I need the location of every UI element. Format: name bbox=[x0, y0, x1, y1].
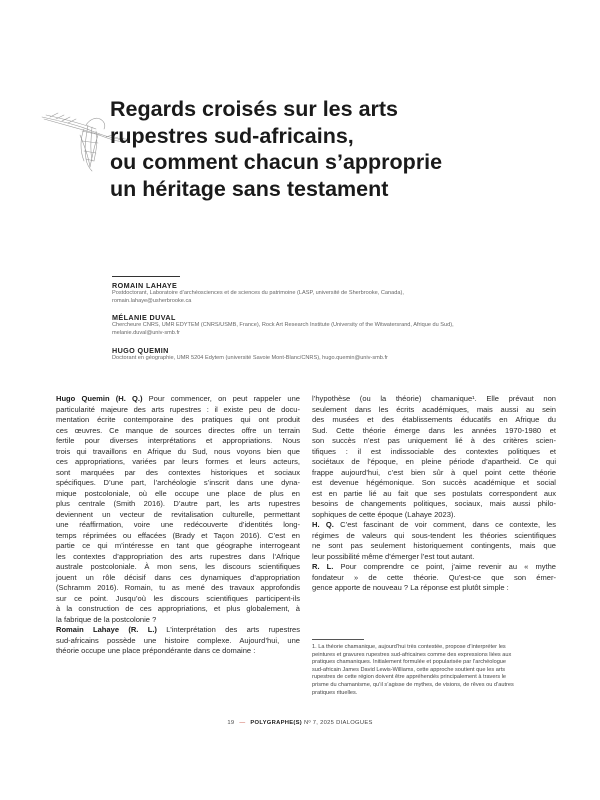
body-line bbox=[312, 520, 556, 531]
page-number: 19 bbox=[227, 720, 235, 726]
title-line: ou comment chacun s’approprie bbox=[110, 150, 443, 175]
speaker-label: R. L. bbox=[312, 562, 334, 571]
body-column-left bbox=[56, 394, 300, 657]
body-column-right bbox=[312, 394, 556, 594]
line-text: besoins de changements politiques, sociaux, mais aussi philo- bbox=[312, 499, 556, 508]
body-line bbox=[312, 415, 556, 426]
footnote-line: 1. La théorie chamanique, aujourd’hui très contestée, propose d’interpréter les bbox=[312, 644, 506, 650]
affiliation-line: Postdoctorant, Laboratoire d’archéosciences et de sciences du patrimoine (LASP, université de Sherbrooke, Canada), bbox=[112, 290, 404, 297]
body-line bbox=[56, 436, 300, 447]
line-text: leur possibilité même d’émerger l’est tout autant. bbox=[312, 551, 475, 561]
body-line bbox=[312, 583, 556, 594]
body-line bbox=[56, 531, 300, 542]
speaker-label: H. Q. bbox=[312, 520, 334, 529]
body-line bbox=[56, 478, 300, 489]
author-block bbox=[112, 346, 552, 363]
speaker-label: Hugo Quemin (H. Q.) bbox=[56, 394, 143, 403]
body-line bbox=[56, 447, 300, 458]
line-text: Pour comprendre ce point, j’aime revenir au « mythe bbox=[333, 562, 556, 571]
line-text: est devenue hégémonique. Son succès académique et social bbox=[312, 478, 556, 487]
section-name: DIALOGUES bbox=[336, 720, 373, 726]
body-line bbox=[312, 489, 556, 500]
title-line: rupestres sud-africains, bbox=[110, 123, 354, 148]
body-line bbox=[56, 405, 300, 416]
line-text: jouent un rôle décisif dans ces dynamiques d’appropriation bbox=[56, 572, 300, 582]
line-text: sont marquées par des contextes historiques et sociaux bbox=[56, 467, 300, 477]
line-text: trois qui travaillons en Afrique du Sud, nous voyons bien que bbox=[56, 446, 300, 456]
body-line bbox=[56, 636, 300, 647]
title-line: Regards croisés sur les arts bbox=[110, 97, 399, 121]
body-line bbox=[312, 562, 556, 573]
body-line bbox=[56, 552, 300, 563]
line-text: sociétaux de l’époque, en pleine période d’apartheid. Ce qui bbox=[312, 457, 556, 466]
body-line bbox=[56, 520, 300, 531]
body-line bbox=[56, 604, 300, 615]
line-text: des musées et des établissements éducatifs en Afrique du bbox=[312, 415, 556, 424]
line-text: tifiques : il est indissociable des contextes politiques et bbox=[312, 446, 556, 456]
body-line bbox=[312, 573, 556, 584]
author-name: MÉLANIE DUVAL bbox=[112, 313, 176, 323]
line-text: gence apporte de nouveau ? La réponse est plutôt simple : bbox=[312, 583, 509, 592]
line-text: l’hypothèse (ou la théorie) chamanique¹. Elle prévaut non bbox=[312, 394, 556, 403]
line-text: ne sont pas seulement historiquement contingents, mais que bbox=[312, 541, 556, 550]
affiliation-line: Chercheure CNRS, UMR EDYTEM (CNRS/USMB, France), Rock Art Research Institute (University of the Witwatersrand, Afrique du Sud), bbox=[112, 322, 454, 329]
line-text: théorie occupe une place prépondérante dans ce domaine : bbox=[56, 646, 256, 655]
line-text: Sud. Cette théorie émerge dans les années 1970-1980 et bbox=[312, 425, 556, 435]
line-text: son succès n’est pas uniquement lié à des critères scien- bbox=[312, 436, 556, 445]
footnote-line: prisme du chamanisme, qu’il s’agisse de mythes, de visions, de rêves ou d’autres bbox=[312, 681, 514, 688]
body-line bbox=[56, 468, 300, 479]
title-line: un héritage sans testament bbox=[110, 176, 389, 201]
line-text: plus centrale (Smith 2016). D’autre part, les arts rupestres bbox=[56, 499, 300, 508]
footer-separator: — bbox=[239, 720, 246, 726]
author-block bbox=[112, 276, 552, 305]
footnote-line: pratiques rituelles. bbox=[312, 689, 358, 696]
author-affiliation bbox=[112, 290, 552, 305]
body-line bbox=[56, 625, 300, 636]
author-affiliation bbox=[112, 355, 552, 363]
line-text: frappe aujourd’hui, c’est bien sûr à quel point cette théorie bbox=[312, 467, 556, 477]
line-text: Pour commencer, on peut rappeler une bbox=[142, 394, 300, 403]
body-line bbox=[312, 552, 556, 563]
footnote bbox=[312, 644, 556, 697]
line-text: à la construction de ces appropriations, et plus globalement, à bbox=[56, 604, 300, 613]
line-text: C’est fascinant de voir comment, dans ce contexte, les bbox=[333, 520, 556, 529]
affiliation-line: Doctorant en géographie, UMR 5204 Edytem (université Savoie Mont-Blanc/CNRS), hugo.quemin@univ-smb.fr bbox=[112, 354, 388, 361]
line-text: temps réprimées ou effacées (Brady et Taçon 2016). C’est en bbox=[56, 530, 300, 540]
body-line bbox=[56, 594, 300, 605]
body-line bbox=[312, 457, 556, 468]
journal-issue: Nº 7, 2025 bbox=[303, 720, 335, 726]
article-title bbox=[110, 96, 530, 202]
journal-name: POLYGRAPHE(S) bbox=[250, 720, 303, 726]
line-text: deviennent un vecteur de revitalisation culturelle, permettant bbox=[56, 509, 300, 519]
body-line bbox=[312, 499, 556, 510]
author-name: ROMAIN LAHAYE bbox=[112, 281, 178, 291]
line-text: sud-africains possède une histoire complexe. Aujourd’hui, une bbox=[56, 635, 300, 645]
footnote-line: sud-africain James David Lewis-Williams, cette approche soutient que les arts bbox=[312, 666, 506, 673]
body-line bbox=[56, 394, 300, 405]
line-text: (Schramm 2016). Romain, tu as mené des travaux approfondis bbox=[56, 583, 300, 592]
line-text: régimes de valeurs qui sous-tendent les théories scientifiques bbox=[312, 530, 556, 540]
line-text: ces appropriations, variées par leurs formes et leurs acteurs, bbox=[56, 457, 300, 466]
body-line bbox=[312, 468, 556, 479]
speaker-label: Romain Lahaye (R. L.) bbox=[56, 625, 157, 634]
line-text: L’interprétation des arts rupestres bbox=[156, 625, 300, 634]
body-line bbox=[312, 426, 556, 437]
line-text: spécifiques. D’une part, l’archéologie s’inscrit dans une dyna- bbox=[56, 478, 300, 487]
body-line bbox=[56, 562, 300, 573]
footnote-line: peintures et gravures rupestres sud-africaines comme des expressions liées aux bbox=[312, 651, 512, 658]
line-text: particularité majeure des arts rupestres : il existe peu de docu- bbox=[56, 404, 300, 414]
footnote-rule bbox=[312, 639, 364, 640]
line-text: fertile pour diverses interprétations et appropriations. Nous bbox=[56, 436, 300, 445]
page-footer bbox=[0, 720, 600, 726]
footnote-line: pratiques chamaniques. Initialement formulée et popularisée par l’archéologue bbox=[312, 659, 507, 666]
body-line bbox=[56, 615, 300, 626]
body-line bbox=[56, 489, 300, 500]
line-text: est en partie lié au fait que ses postulats correspondent aux bbox=[312, 488, 556, 498]
body-line bbox=[56, 646, 300, 657]
author-list bbox=[112, 276, 552, 370]
body-line bbox=[312, 541, 556, 552]
body-line bbox=[312, 405, 556, 416]
body-line bbox=[312, 447, 556, 458]
line-text: fondateur » de cette théorie. Qu’est-ce que son émer- bbox=[312, 572, 556, 582]
author-rule bbox=[112, 276, 180, 277]
body-line bbox=[56, 583, 300, 594]
author-email[interactable]: romain.lahaye@usherbrooke.ca bbox=[112, 297, 192, 304]
line-text: seulement dans les écrits académiques, mais aussi au sein bbox=[312, 404, 556, 414]
author-email[interactable]: melanie.duval@univ-smb.fr bbox=[112, 329, 180, 336]
line-text: mique postcoloniale, où elle occupe une place de plus en bbox=[56, 488, 300, 498]
body-line bbox=[56, 499, 300, 510]
author-name: HUGO QUEMIN bbox=[112, 345, 169, 355]
body-line bbox=[56, 426, 300, 437]
line-text: partie ce qui m’intéresse en tant que géographe interrogeant bbox=[56, 541, 300, 550]
body-line bbox=[312, 531, 556, 542]
line-text: les contextes d’appropriation des arts rupestres dans l’Afrique bbox=[56, 551, 300, 561]
line-text: australe postcoloniale. À mon sens, les discours scientifiques bbox=[56, 562, 300, 571]
line-text: sur ce point. Jusqu’où les discours scientifiques participent-ils bbox=[56, 593, 300, 603]
footnote-line: rupestres de cette région doivent être appréhendés principalement à travers le bbox=[312, 674, 507, 681]
body-line bbox=[312, 394, 556, 405]
body-line bbox=[312, 510, 556, 521]
line-text: ces œuvres. Ce manque de sources directes offre un terrain bbox=[56, 425, 300, 435]
line-text: sophiques de cette époque (Lahaye 2023). bbox=[312, 509, 456, 519]
author-affiliation bbox=[112, 322, 552, 337]
body-line bbox=[56, 457, 300, 468]
author-block bbox=[112, 313, 552, 337]
body-line bbox=[312, 436, 556, 447]
body-line bbox=[56, 573, 300, 584]
body-line bbox=[56, 510, 300, 521]
body-line bbox=[56, 541, 300, 552]
body-line bbox=[312, 478, 556, 489]
line-text: une réaffirmation, voire une redécouverte d’identités long- bbox=[56, 520, 300, 529]
line-text: la fabrique de la postcolonie ? bbox=[56, 614, 157, 624]
line-text: mentation écrite contemporaine des pratiques qui ont produit bbox=[56, 415, 300, 424]
body-line bbox=[56, 415, 300, 426]
